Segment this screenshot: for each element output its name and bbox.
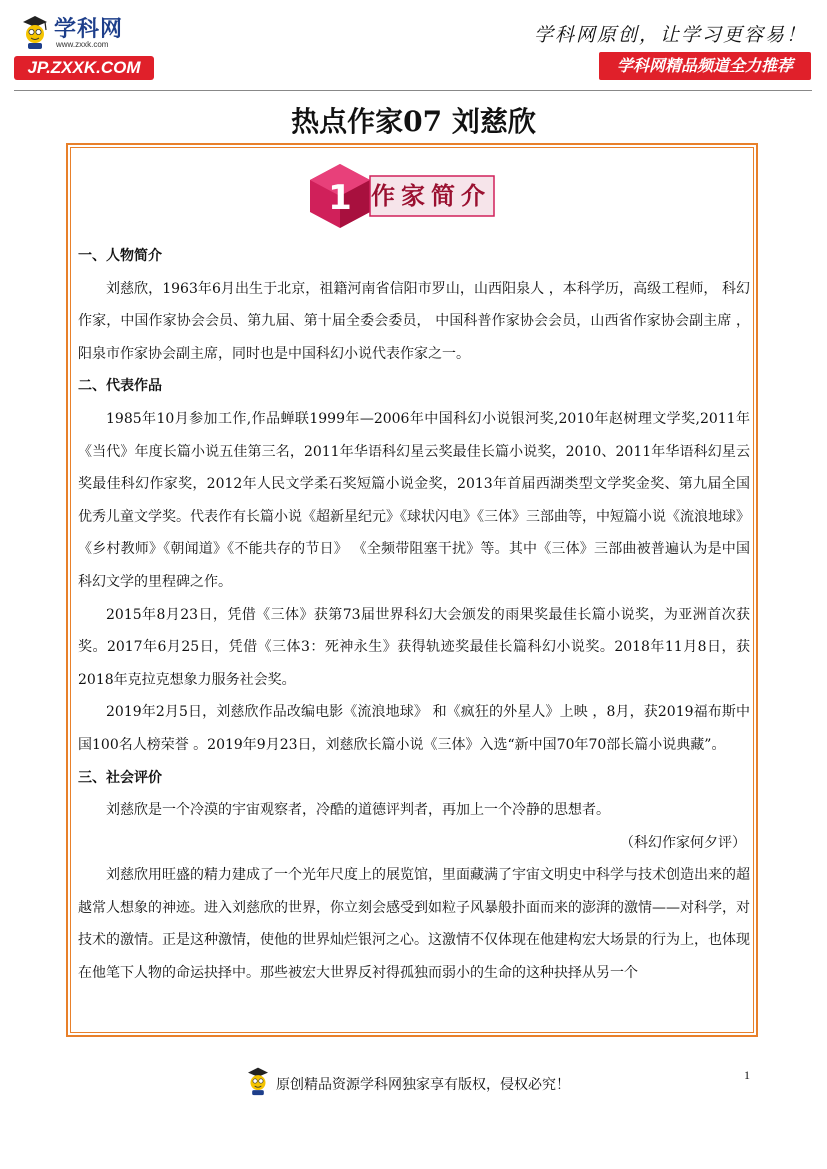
section-heading: 二、代表作品 xyxy=(78,378,162,395)
logo-name: 学科网 xyxy=(54,17,124,42)
paragraph: 刘慈欣用旺盛的精力建成了一个光年尺度上的展览馆，里面藏满了宇宙文明史中科学与技术创造出来的超越常人想象的神迹。进入刘慈欣的世界，你立刻会感受到如粒子风暴般扑面而来的澎湃的激情——对科学，对技术的激情。正是这种激情，使他的世界灿烂银河之心。这激情不仅体现在他建构宏大场景的行为上，也体现在他笔下人物的命运抉择中。那些被宏大世界反衬得孤独而弱小的生命的这种抉择从另一个 xyxy=(78,867,750,982)
quote-attribution: （科幻作家何夕评） xyxy=(620,834,746,851)
page-footer xyxy=(0,1060,827,1100)
page-number: 1 xyxy=(744,1068,750,1082)
copyright-notice: 原创精品资源学科网独家享有版权，侵权必究！ xyxy=(276,1077,570,1093)
logo-url: www.zxxk.com xyxy=(56,40,109,49)
section-heading: 三、社会评价 xyxy=(78,769,162,786)
paragraph: 1985年10月参加工作,作品蝉联1999年—2006年中国科幻小说银河奖,2010年赵树理文学奖,2011年《当代》年度长篇小说五佳第三名，2011年华语科幻星云奖最佳长篇小说奖，2010、2011年华语科幻星云奖最佳科幻作家奖，2012年人民文学柔石奖短篇小说金奖，2013年首届西湖类型文学奖金奖、第九届全国优秀儿童文学奖。代表作有长篇小说《超新星纪元》《球状闪电》《三体》三部曲等，中短篇小说《流浪地球》《乡村教师》《朝闻道》《不能共存的节日》 《全频带阻塞干扰》等。其中《三体》三部曲被普遍认为是中国科幻文学的里程碑之作。 xyxy=(78,410,750,590)
section-heading: 一、人物简介 xyxy=(78,248,162,264)
header-divider xyxy=(14,90,812,91)
page-header xyxy=(0,0,827,95)
mascot-icon xyxy=(245,1066,271,1096)
paragraph: 刘慈欣，1963年6月出生于北京，祖籍河南省信阳市罗山，山西阳泉人 ，本科学历，高级工程师， 科幻作家，中国作家协会会员、第九届、第十届全委会委员， 中国科普作家协会会员，山西省作家协会副主席 ，阳泉市作家协会副主席，同时也是中国科幻小说代表作家之一。 xyxy=(78,280,750,362)
badge-number: 1 xyxy=(328,178,352,218)
article-body xyxy=(78,240,750,990)
header-slogan: 学科网原创，让学习更容易！ xyxy=(533,24,807,46)
channel-banner: 学科网精品频道全力推荐 xyxy=(599,52,811,80)
mascot-icon xyxy=(20,14,50,50)
paragraph: 2015年8月23日，凭借《三体》获第73届世界科幻大会颁发的雨果奖最佳长篇小说奖，为亚洲首次获奖。2017年6月25日，凭借《三体3：死神永生》获得轨迹奖最佳长篇科幻小说奖。2018年11月8日，获2018年克拉克想象力服务社会奖。 xyxy=(78,606,750,688)
paragraph: 刘慈欣是一个冷漠的宇宙观察者，冷酷的道德评判者，再加上一个冷静的思想者。 xyxy=(106,802,610,819)
paragraph: 2019年2月5日，刘慈欣作品改编电影《流浪地球》 和《疯狂的外星人》上映 ，8月，获2019福布斯中国100名人榜荣誉 。2019年9月23日，刘慈欣长篇小说《三体》入选“新中国70年70部长篇小说典藏”。 xyxy=(78,704,750,753)
badge-label: 作家简介 xyxy=(371,181,491,210)
page-title: 热点作家07 刘慈欣 xyxy=(291,105,536,138)
logo-banner: JP.ZXXK.COM xyxy=(14,56,154,80)
